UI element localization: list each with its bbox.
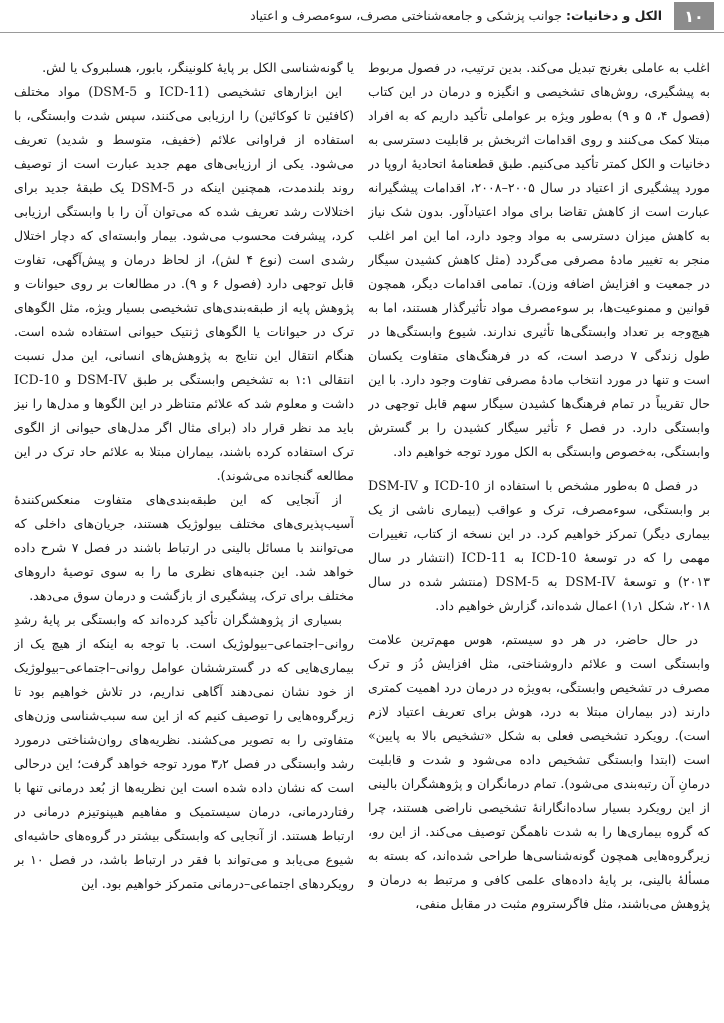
paragraph: اغلب به عاملی بغرنج تبدیل می‌کند. بدین ترتیب، در فصول مربوط به پیشگیری، روش‌های تشخیصی و انگیزه و درمان در این کتاب (فصول ۴، ۵ و ۹) به‌طور ویژه بر عواملی تأکید داریم که به افراد مبتلا کمک می‌کنند و روی اقدامات اثربخش بر قابلیت دسترسی به دخانیات و الکل کمتر تأکید می‌کنیم. طبق قطعنامهٔ اتحادیهٔ اروپا در مورد پیشگیری از اعتیاد در سال ۲۰۰۵–۲۰۰۸، اقدامات پیشگیرانه عبارت است از کاهش تقاضا برای مواد اعتیادآور. بدون شک نیاز به کاهش میزان دسترسی به مواد وجود دارد، اما این امر اغلب منجر به تغییر مادهٔ مصرفی می‌گردد (مثل کاهش کشیدن سیگار در جمعیت و افزایش اضافه وزن). تمامی اقدامات دیگر، همچون قوانین و ممنوعیت‌ها، بر سوءمصرف مواد تأثیرگذار هستند، اما به هیچ‌وجه بر تعداد وابستگی‌ها تأثیری ندارند. شیوع وابستگی‌ها در طول زندگی ۷ درصد است، که در فرهنگ‌های متفاوت یکسان است و تنها در مورد انتخاب مادهٔ مصرفی تفاوت وجود دارد. با این حال تقریباً در تمام فرهنگ‌ها کشیدن سیگار سهم قابل توجهی در وابستگی دارد. در فصل ۶ تأثیر سیگار کشیدن را بر گسترش وابستگی، به‌خصوص وابستگی به الکل مورد توجه خواهیم داد.	[368, 60, 710, 459]
paragraph: یا گونه‌شناسی الکل بر پایهٔ کلونینگر، بابور، هسلبروک یا لش.	[42, 60, 354, 75]
running-header	[0, 2, 724, 33]
paragraph: در حال حاضر، در هر دو سیستم، هوس مهم‌ترین علامت وابستگی است و علائم داروشناختی، مثل افزایش دُز و ترک مصرف در تشخیص وابستگی، به‌ویژه در درمان درد اهمیت کمتری دارند (در بیماران مبتلا به درد، هوش برای تعریف اعتیاد لازم است). رویکرد تشخیصی فعلی به شکل «تشخیص بالا به پایین» است (ابتدا وابستگی تشخیص داده می‌شود و شدت و قابلیت درمانِ آن رتبه‌بندی می‌شود). تمام درمانگران و پژوهشگران بالینی از این رویکرد بسیار ساده‌انگارانهٔ تشخیصی ناراضی هستند، چرا که گروه بیماری‌ها را به شدت ناهمگن توصیف می‌کند. از این رو، زیرگروه‌هایی همچون گونه‌شناسی‌ها طراحی شده‌اند، که بسته به مسألهٔ بالینی، بر پایهٔ داده‌های علمی کافی و مرتبط به درمان و پژوهش می‌باشند، مثل فاگرستروم مثبت در مقابل منفی،	[368, 632, 710, 911]
right-column	[368, 56, 710, 1018]
page-number: ۱۰	[674, 2, 714, 30]
running-title-bold: الکل و دخانیات:	[565, 8, 662, 23]
left-column	[14, 56, 354, 1018]
running-title-rest: جوانب پزشکی و جامعه‌شناختی مصرف، سوءمصرف و اعتیاد	[250, 8, 566, 23]
paragraph: از آنجایی که این طبقه‌بندی‌های متفاوت منعکس‌کنندهٔ آسیب‌پذیری‌های مختلف بیولوژیک هستند، جریان‌های داخلی که می‌توانند با مسائل بالینی در ارتباط باشند در فصل ۷ شرح داده خواهد شد. این جنبه‌های نظری ما را به سوی توصیهٔ داروهای مختلف برای ترک، پیشگیری از بازگشت و درمان سوق می‌دهد.	[14, 492, 354, 603]
running-title	[250, 8, 662, 23]
paragraph: بسیاری از پژوهشگران تأکید کرده‌اند که وابستگی بر پایهٔ رشدِ روانی–اجتماعی–بیولوژیک است. با توجه به اینکه از هیچ یک از بیماری‌هایی که در گسترششان عوامل روانی–اجتماعی–بیولوژیک از خود نشان نمی‌دهند آگاهی نداریم، در تلاش خواهیم بود تا زیرگروه‌هایی را توصیف کنیم که از این سه سبب‌شناسی وزن‌های متفاوتی را به تصویر می‌کشند. نظریه‌های روان‌شناختی درمورد رشد وابستگی در فصل ۳٫۲ مورد توجه خواهد گرفت؛ این درحالی است که نشان داده شده است این نظریه‌ها از بُعد درمانی تنها با رفتاردرمانی، درمان سیستمیک و مفاهیم هیپنوتیزم درمانی در ارتباط هستند. از آنجایی که وابستگی بیشتر در گروه‌های حاشیه‌ای شیوع می‌یابد و می‌تواند با فقر در ارتباط باشد، در فصل ۱۰ بر رویکردهای اجتماعی–درمانی متمرکز خواهیم بود. این	[14, 612, 354, 891]
paragraph: این ابزارهای تشخیصی (ICD-11 و DSM-5) مواد مختلف (کافئین تا کوکائین) را ارزیابی می‌کنند، سپس شدت وابستگی، با استفاده از فراوانی علائم (خفیف، متوسط و شدید) تعریف می‌شود. یکی از ارزیابی‌های مهم جدید عبارت است از توصیف روند بلندمدت، همچنین اینکه در DSM-5 یک طبقهٔ جدید برای اختلالات رشد تعریف شده که می‌توان آن را با وابستگی ارزیابی کرد، پیشرفت محسوب می‌شود. بیمار وابسته‌ای که دچار اختلال رشدی است (نوع ۴ لش)، از لحاظ درمان و پیش‌آگهی، تفاوت قابل توجهی دارد (فصول ۶ و ۹). در مطالعات بر روی حیوانات و پژوهش پایه از طبقه‌بندی‌های تشخیصی بسیار ویژه، مثل الگوهای ترک در حیوانات یا الگوهای ژنتیک حیوانی استفاده شده است. هنگام انتقال این نتایج به پژوهش‌های انسانی، این مدل نسبت انتقالی ۱:۱ به تشخیص وابستگی بر طبق DSM-IV و ICD-10 داشت و معلوم شد که علائم متناظر در این الگوها و مدل‌ها را نیز باید مد نظر قرار داد (برای مثال اگر مدل‌های حیوانی از الگوی ترک استفاده کرده باشند، بیماران مبتلا به علائم حاد ترک در این مطالعه گنجانده می‌شوند).	[14, 84, 354, 483]
paragraph: در فصل ۵ به‌طور مشخص با استفاده از ICD-10 و DSM-IV بر وابستگی، سوءمصرف، ترک و عواقب (بیماری ناشی از یک بیماری دیگر) تمرکز خواهیم کرد. در این نسخه از کتاب، تغییرات مهمی را که در توسعهٔ ICD-10 به ICD-11 (انتشار در سال ۲۰۱۳) و توسعهٔ DSM-IV به DSM-5 (منتشر شده در سال ۲۰۱۸، شکل ۱٫۱) اعمال شده‌اند، گزارش خواهیم داد.	[368, 478, 710, 613]
